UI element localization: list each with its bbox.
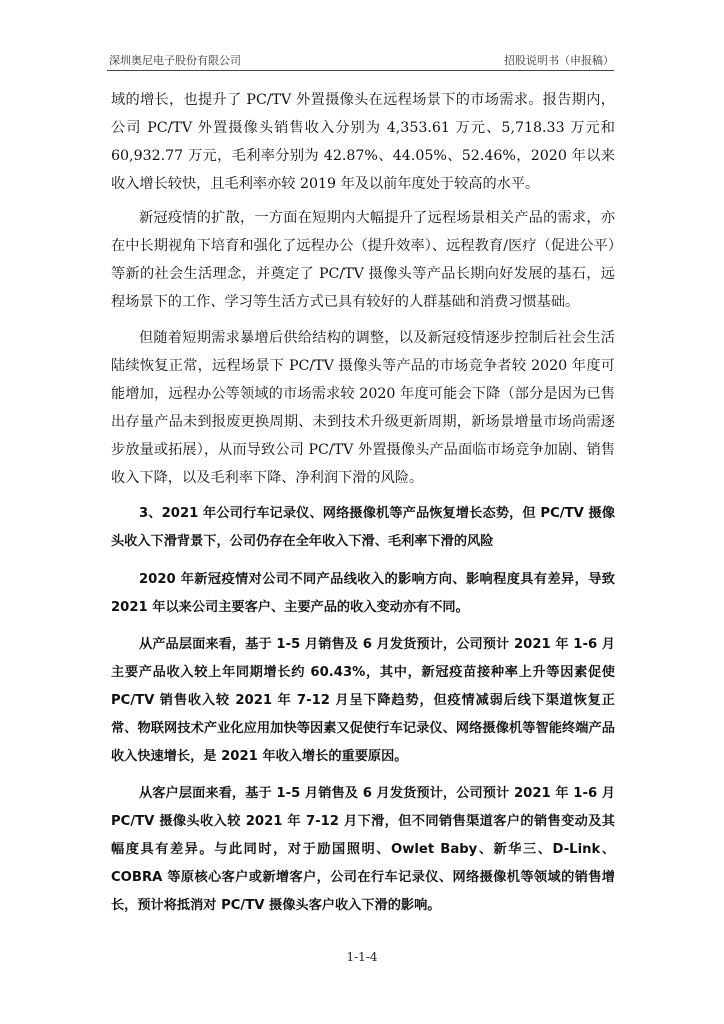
page-header [107,50,614,71]
header-company-name: 深圳奥尼电子股份有限公司 [109,54,241,67]
paragraph-competition-risk: 但随着短期需求暴增后供给结构的调整，以及新冠疫情逐步控制后社会生活陆续恢复正常，远程场景下 PC/TV 摄像头等产品的市场竞争者较 2020 年度可能增加，远程办公等领域的市场需求较 2020 年度可能会下降（部分是因为已售出存量产品未到报废更换周期、未到技术升级更新周期，新场景增量市场尚需逐步放量或拓展），从而导致公司 PC/TV 外置摄像头产品面临市场竞争加剧、销售收入下降，以及毛利率下降、净利润下滑的风险。 [111,330,615,486]
paragraph-pandemic-spread: 新冠疫情的扩散，一方面在短期内大幅提升了远程场景相关产品的需求，亦在中长期视角下培育和强化了远程办公（提升效率）、远程教育/医疗（促进公平）等新的社会生活理念，并奠定了 PC/TV 摄像头等产品长期向好发展的基石，远程场景下的工作、学习等生活方式已具有较好的人群基础和消费习惯基础。 [111,210,615,310]
section-heading-revenue-risk: 3、2021 年公司行车记录仪、网络摄像机等产品恢复增长态势，但 PC/TV 摄像头收入下滑背景下，公司仍存在全年收入下滑、毛利率下滑的风险 [111,506,615,549]
header-document-title: 招股说明书（申报稿） [504,54,614,67]
document-body [111,86,615,929]
paragraph-customer-level: 从客户层面来看，基于 1-5 月销售及 6 月发货预计，公司预计 2021 年 1-6 月 PC/TV 摄像头收入较 2021 年 7-12 月下滑，但不同销售渠道客户的销售变动及其幅度具有差异。与此同时，对于励国照明、Owlet Baby、新华三、D-Link、COBRA 等原核心客户或新增客户，公司在行车记录仪、网络摄像机等领域的销售增长，预计将抵消对 PC/TV 摄像头客户收入下滑的影响。 [111,786,615,913]
paragraph-pandemic-impact: 2020 年新冠疫情对公司不同产品线收入的影响方向、影响程度具有差异，导致 2021 年以来公司主要客户、主要产品的收入变动亦有不同。 [111,572,615,615]
paragraph-product-level: 从产品层面来看，基于 1-5 月销售及 6 月发货预计，公司预计 2021 年 1-6 月主要产品收入较上年同期增长约 60.43%，其中，新冠疫苗接种率上升等因素促使 PC/TV 销售收入较 2021 年 7-12 月呈下降趋势，但疫情减弱后线下渠道恢复正常、物联网技术产业化应用加快等因素又促使行车记录仪、网络摄像机等智能终端产品收入快速增长，是 2021 年收入增长的重要原因。 [111,637,615,764]
page-number: 1-1-4 [346,950,378,964]
paragraph-remote-demand: 域的增长，也提升了 PC/TV 外置摄像头在远程场景下的市场需求。报告期内，公司 PC/TV 外置摄像头销售收入分别为 4,353.61 万元、5,718.33 万元和 60,932.77 万元，毛利率分别为 42.87%、44.05%、52.46%，2020 年以来收入增长较快，且毛利率亦较 2019 年及以前年度处于较高的水平。 [111,92,615,192]
